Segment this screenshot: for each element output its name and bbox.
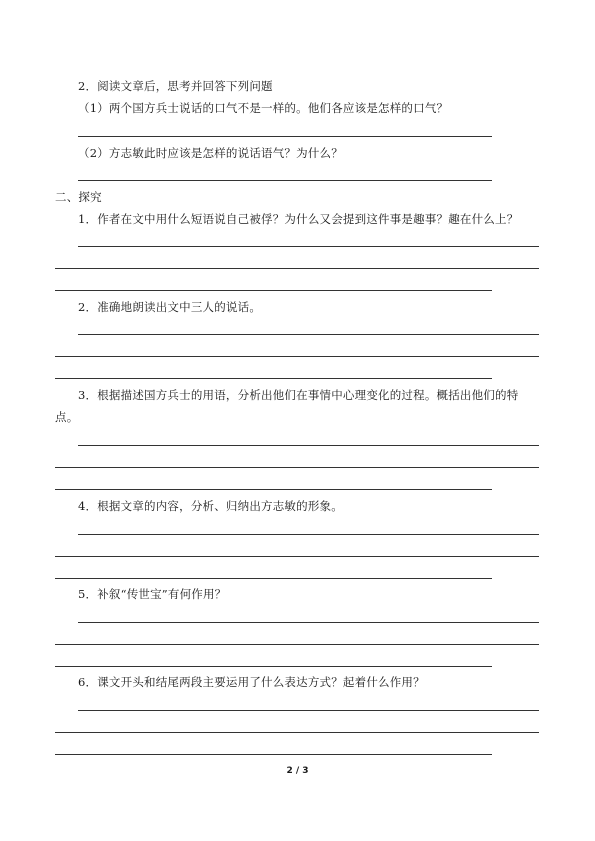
answer-line[interactable] (78, 622, 539, 623)
answer-line[interactable] (78, 334, 539, 335)
answer-line[interactable] (55, 578, 492, 579)
answer-line[interactable] (55, 378, 492, 379)
inquiry-question-3-line-2: 点。 (55, 410, 79, 424)
answer-line[interactable] (55, 556, 539, 557)
answer-line[interactable] (55, 356, 539, 357)
answer-line[interactable] (78, 445, 539, 446)
answer-line[interactable] (78, 710, 539, 711)
answer-line[interactable] (78, 180, 492, 181)
inquiry-question-3-line-1: 3．根据描述国方兵士的用语，分析出他们在事情中心理变化的过程。概括出他们的特 (78, 388, 519, 402)
inquiry-question-4: 4．根据文章的内容，分析、归纳出方志敏的形象。 (78, 499, 343, 513)
inquiry-question-6: 6．课文开头和结尾两段主要运用了什么表达方式？起着什么作用？ (78, 675, 425, 689)
question-2-title: 2．阅读文章后，思考并回答下列问题 (78, 79, 273, 93)
question-2-sub-2: （2）方志敏此时应该是怎样的说话语气？为什么？ (78, 146, 343, 160)
answer-line[interactable] (55, 290, 492, 291)
inquiry-question-5: 5．补叙“传世宝”有何作用？ (78, 587, 227, 601)
answer-line[interactable] (78, 534, 539, 535)
answer-line[interactable] (55, 732, 539, 733)
inquiry-question-2: 2．准确地朗读出文中三人的说话。 (78, 300, 262, 314)
answer-line[interactable] (55, 467, 539, 468)
answer-line[interactable] (55, 489, 492, 490)
answer-line[interactable] (78, 136, 492, 137)
answer-line[interactable] (55, 644, 539, 645)
answer-line[interactable] (55, 666, 492, 667)
inquiry-question-1: 1．作者在文中用什么短语说自己被俘？为什么又会提到这件事是趣事？趣在什么上？ (78, 212, 519, 226)
section-heading: 二、探究 (55, 190, 102, 204)
answer-line[interactable] (78, 246, 539, 247)
page-number: 2 / 3 (286, 766, 309, 776)
answer-line[interactable] (55, 268, 539, 269)
answer-line[interactable] (55, 754, 492, 755)
question-2-sub-1: （1）两个国方兵士说话的口气不是一样的。他们各应该是怎样的口气？ (78, 101, 449, 115)
